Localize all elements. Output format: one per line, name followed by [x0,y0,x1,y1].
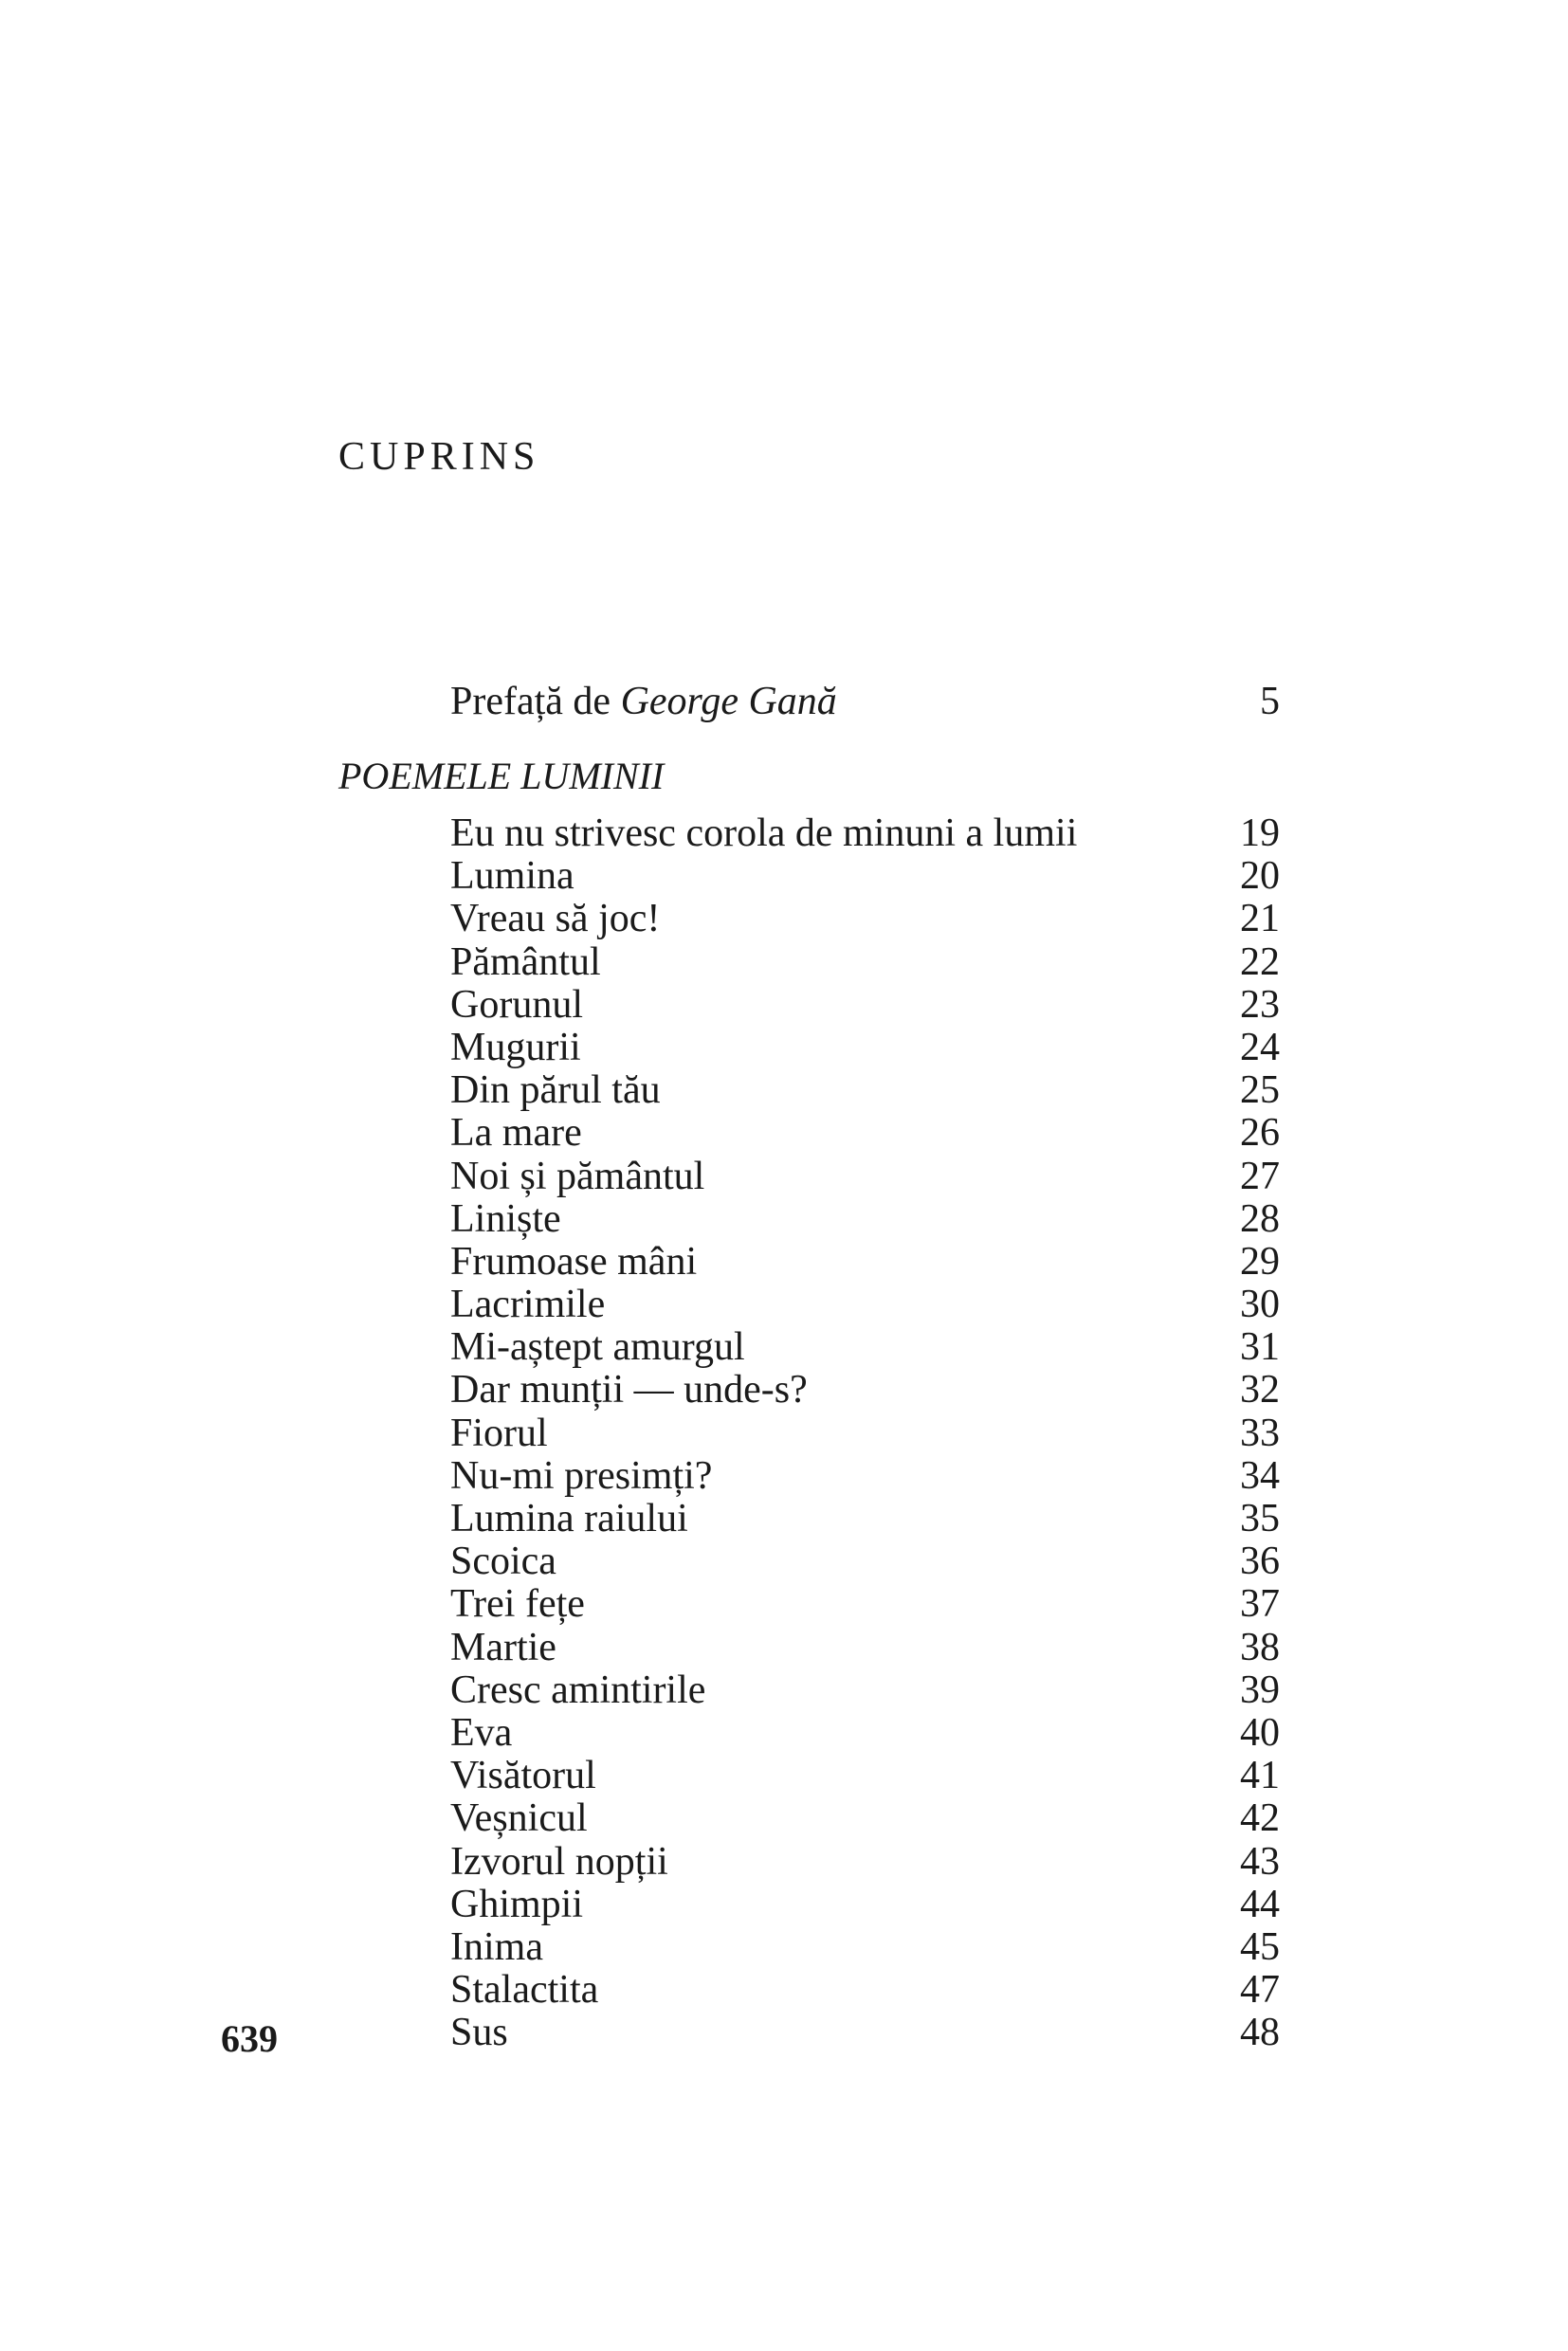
toc-entry [450,2012,1280,2054]
toc-entry [450,1069,1280,1112]
toc-entry-title: Fiorul [450,1411,548,1455]
toc-entry-title: Eu nu strivesc corola de minuni a lumii [450,811,1078,855]
toc-entry-title: Mi-aștept amurgul [450,1325,745,1370]
toc-entry-title: Sus [450,2011,508,2055]
toc-entry [450,1627,1280,1669]
toc-entry-page-number: 31 [1240,1325,1280,1370]
preface-label: Prefață de [450,680,621,723]
toc-entry-page-number: 29 [1240,1239,1280,1284]
toc-entry [450,1926,1280,1969]
toc-entry-page-number: 39 [1240,1668,1280,1712]
toc-entry-page-number: 34 [1240,1453,1280,1498]
toc-entry-title: Izvorul nopții [450,1839,668,1884]
toc-entry-title: Scoica [450,1540,556,1584]
toc-entry-page-number: 22 [1240,939,1280,984]
toc-entry [450,1112,1280,1155]
toc-entry-title: Pământul [450,939,601,984]
toc-entry-page-number: 38 [1240,1625,1280,1669]
toc-entry [450,1797,1280,1840]
toc-entry-title: Noi și pământul [450,1154,705,1198]
toc-entry-page-number: 25 [1240,1068,1280,1113]
toc-entry-title: Dar munții — unde-s? [450,1368,808,1412]
toc-entry-page-number: 41 [1240,1754,1280,1798]
toc-entry-page-number: 37 [1240,1582,1280,1627]
toc-entry [450,898,1280,940]
toc-entry-title: Din părul tău [450,1068,661,1113]
toc-entry [450,1884,1280,1926]
toc-entry-title: Visătorul [450,1754,596,1798]
toc-entry [450,984,1280,1027]
toc-entry-page-number: 43 [1240,1839,1280,1884]
toc-entry-title: Ghimpii [450,1882,584,1926]
toc-entry-page-number: 45 [1240,1924,1280,1969]
toc-entry-title: Frumoase mâni [450,1239,698,1284]
toc-entry-page-number: 28 [1240,1196,1280,1241]
preface-title [450,680,837,723]
preface-page-number: 5 [1260,680,1280,723]
toc-entry-page-number: 36 [1240,1540,1280,1584]
toc-entry [450,1369,1280,1412]
toc-entry-page-number: 30 [1240,1283,1280,1327]
toc-entry [450,1755,1280,1797]
toc-entry-page-number: 40 [1240,1710,1280,1755]
toc-entry [450,1455,1280,1498]
toc-entry-page-number: 44 [1240,1882,1280,1926]
toc-entry-title: Lumina raiului [450,1497,688,1540]
toc-entry-page-number: 26 [1240,1111,1280,1156]
toc-entry-title: Lumina [450,854,574,899]
toc-entry-page-number: 42 [1240,1796,1280,1841]
toc-entry-title: Mugurii [450,1025,581,1069]
toc-entry [450,1669,1280,1712]
toc-entry-title: Veșnicul [450,1796,588,1841]
toc-entry [450,1284,1280,1326]
toc-entry-preface [450,680,1280,723]
toc-entry [450,941,1280,984]
toc-entry [450,1540,1280,1583]
toc-entry-title: Gorunul [450,982,583,1027]
toc-list [450,812,1280,2054]
toc-entry [450,1412,1280,1455]
toc-entry-page-number: 20 [1240,854,1280,899]
toc-entry-title: Martie [450,1625,556,1669]
toc-entry-page-number: 33 [1240,1411,1280,1455]
toc-entry-page-number: 32 [1240,1368,1280,1412]
toc-entry [450,1241,1280,1284]
toc-entry [450,1198,1280,1241]
toc-entry [450,1027,1280,1069]
toc-entry-title: Cresc amintirile [450,1668,706,1712]
toc-entry [450,1969,1280,2012]
preface-author: George Gană [620,680,837,723]
toc-entry-title: Liniște [450,1196,561,1241]
page-heading: CUPRINS [338,435,540,479]
toc-entry-page-number: 24 [1240,1025,1280,1069]
toc-entry [450,1583,1280,1626]
toc-entry [450,812,1280,855]
toc-entry-page-number: 35 [1240,1497,1280,1540]
toc-entry-page-number: 47 [1240,1968,1280,2013]
toc-entry-page-number: 19 [1240,811,1280,855]
toc-entry-title: Inima [450,1924,543,1969]
toc-entry-title: Stalactita [450,1968,599,2013]
toc-entry-title: La mare [450,1111,582,1156]
section-title: POEMELE LUMINII [338,755,665,797]
toc-entry-page-number: 48 [1240,2011,1280,2055]
toc-entry [450,1712,1280,1755]
toc-entry-page-number: 23 [1240,982,1280,1027]
toc-entry [450,1156,1280,1198]
toc-entry [450,855,1280,898]
toc-entry-title: Nu-mi presimți? [450,1453,713,1498]
toc-entry-title: Lacrimile [450,1283,606,1327]
toc-entry-title: Trei fețe [450,1582,585,1627]
toc-entry [450,1498,1280,1540]
toc-entry-title: Vreau să joc! [450,897,661,941]
toc-entry [450,1841,1280,1884]
toc-entry [450,1326,1280,1369]
toc-entry-page-number: 21 [1240,897,1280,941]
page-number: 639 [221,2017,278,2060]
toc-entry-title: Eva [450,1710,513,1755]
toc-entry-page-number: 27 [1240,1154,1280,1198]
